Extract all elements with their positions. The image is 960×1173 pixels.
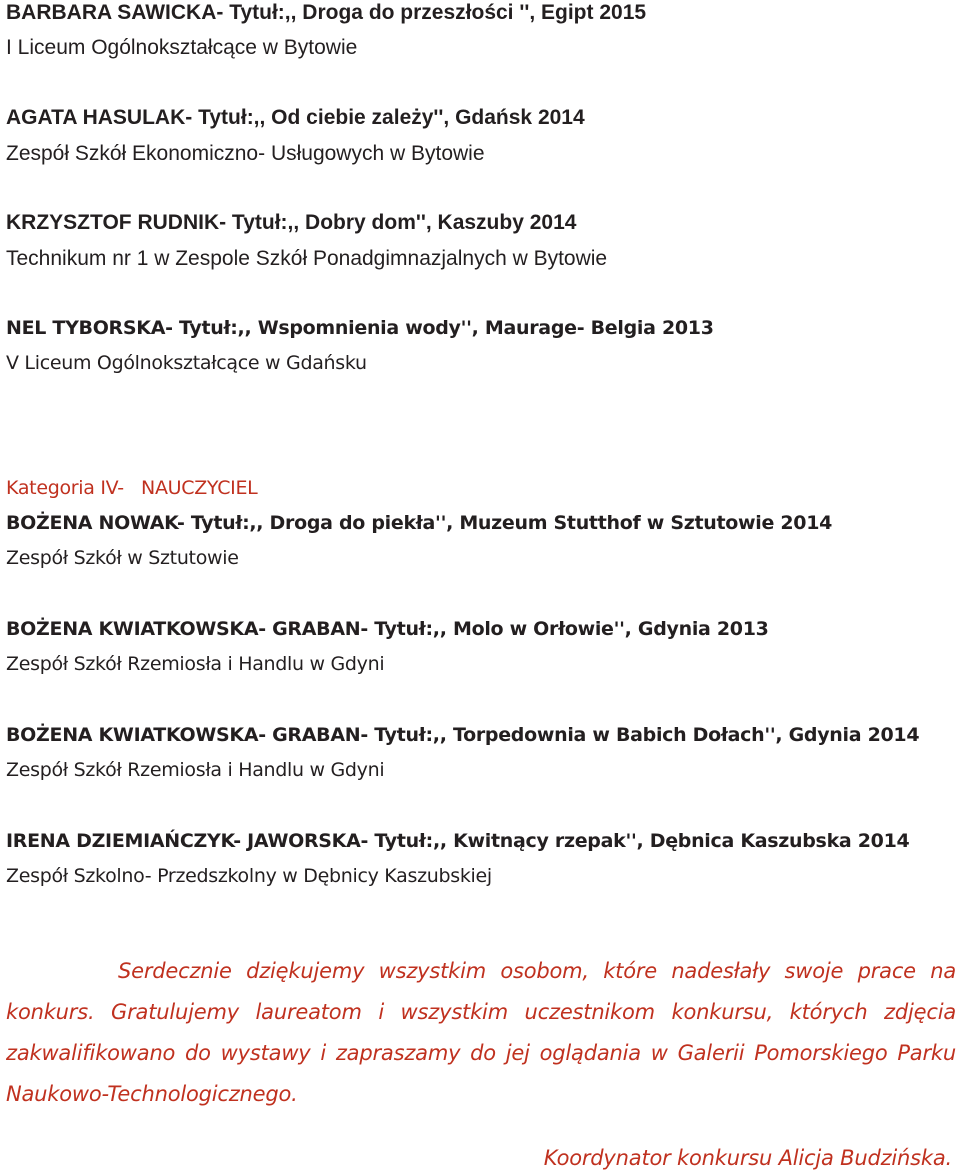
entry-school: Zespół Szkół Ekonomiczno- Usługowych w Bytowie xyxy=(6,142,485,165)
entry-title: KRZYSZTOF RUDNIK- Tytuł:,, Dobry dom'', Kaszuby 2014 xyxy=(6,211,577,234)
entry-school: Zespół Szkolno- Przedszkolny w Dębnicy Kaszubskiej xyxy=(6,865,492,887)
closing-text: Serdecznie dziękujemy wszystkim osobom, które nadesłały swoje prace na konkurs. Gratulujemy laureatom i wszystkim uczestnikom konkursu, których zdjęcia zakwalifikowano do wystawy i zapraszamy do jej oglądania w Galerii Pomorskiego Parku Naukowo-Technologicznego. xyxy=(6,959,956,1106)
entry-title: BOŻENA KWIATKOWSKA- GRABAN- Tytuł:,, Torpedownia w Babich Dołach'', Gdynia 2014 xyxy=(6,724,920,746)
entry-school: V Liceum Ogólnokształcące w Gdańsku xyxy=(6,352,367,374)
entry-school: Zespół Szkół Rzemiosła i Handlu w Gdyni xyxy=(6,653,385,675)
category-heading: Kategoria IV- NAUCZYCIEL xyxy=(6,477,258,499)
entry-school: Zespół Szkół w Sztutowie xyxy=(6,547,239,569)
entry-title: BARBARA SAWICKA- Tytuł:,, Droga do przeszłości '', Egipt 2015 xyxy=(6,1,647,24)
entry-title: NEL TYBORSKA- Tytuł:,, Wspomnienia wody'', Maurage- Belgia 2013 xyxy=(6,317,714,339)
entry-school: Zespół Szkół Rzemiosła i Handlu w Gdyni xyxy=(6,759,385,781)
entry-title: BOŻENA KWIATKOWSKA- GRABAN- Tytuł:,, Molo w Orłowie'', Gdynia 2013 xyxy=(6,618,769,640)
entry-title: IRENA DZIEMIAŃCZYK- JAWORSKA- Tytuł:,, Kwitnący rzepak'', Dębnica Kaszubska 2014 xyxy=(6,830,910,852)
entry-school: Technikum nr 1 w Zespole Szkół Ponadgimnazjalnych w Bytowie xyxy=(6,247,608,270)
signature: Koordynator konkursu Alicja Budzińska. xyxy=(543,1146,952,1170)
entry-title: BOŻENA NOWAK- Tytuł:,, Droga do piekła'', Muzeum Stutthof w Sztutowie 2014 xyxy=(6,512,833,534)
entry-school: I Liceum Ogólnokształcące w Bytowie xyxy=(6,36,358,59)
entry-title: AGATA HASULAK- Tytuł:,, Od ciebie zależy'', Gdańsk 2014 xyxy=(6,106,585,129)
closing-paragraph xyxy=(6,951,956,1115)
